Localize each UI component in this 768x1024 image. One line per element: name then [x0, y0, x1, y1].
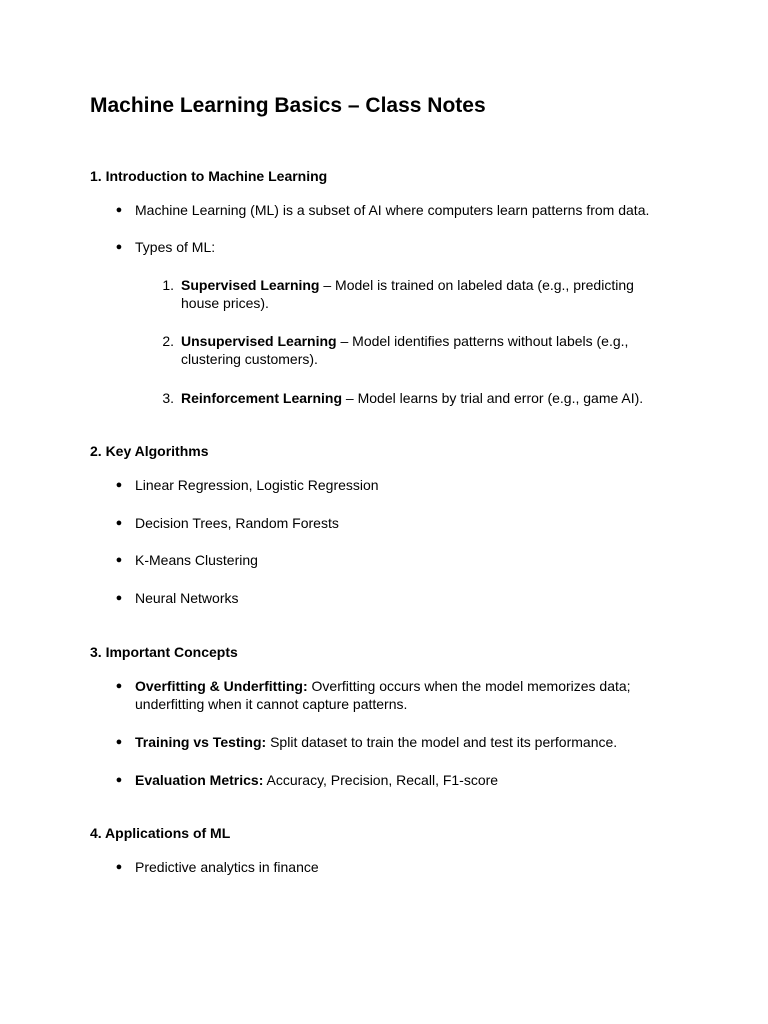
- list-item-text: K-Means Clustering: [135, 552, 258, 568]
- bullet-icon: ●: [115, 861, 123, 873]
- bullet-icon: ●: [115, 774, 123, 786]
- item-description: Split dataset to train the model and test its performance.: [266, 734, 618, 750]
- numbered-item-text: [181, 332, 672, 368]
- item-number: 2.: [162, 333, 174, 349]
- bullet-icon: ●: [115, 736, 123, 748]
- list-item: [112, 514, 672, 532]
- list-item-text: Linear Regression, Logistic Regression: [135, 477, 379, 493]
- bullet-icon: ●: [115, 241, 123, 253]
- item-description: – Model identifies patterns without labels (e.g., clustering customers).: [181, 333, 629, 367]
- item-description: – Model is trained on labeled data (e.g., predicting house prices).: [181, 277, 634, 311]
- item-term: Supervised Learning: [181, 277, 320, 293]
- numbered-item-unsupervised: [156, 332, 672, 368]
- item-description: – Model learns by trial and error (e.g., game AI).: [342, 390, 644, 406]
- item-number: 3.: [162, 390, 174, 406]
- list-item: [112, 771, 672, 789]
- list-item-text: [135, 733, 672, 751]
- section-heading-key-algorithms: 2. Key Algorithms: [90, 443, 209, 459]
- list-item: [112, 238, 672, 256]
- section-heading-important-concepts: 3. Important Concepts: [90, 644, 238, 660]
- list-item-text: Decision Trees, Random Forests: [135, 515, 339, 531]
- item-number: 1.: [162, 277, 174, 293]
- list-item-text: [135, 677, 672, 713]
- bullet-icon: ●: [115, 680, 123, 692]
- section-heading-introduction: 1. Introduction to Machine Learning: [90, 168, 328, 184]
- list-item: [112, 476, 672, 494]
- document-title: Machine Learning Basics – Class Notes: [90, 94, 486, 117]
- list-item-text: Machine Learning (ML) is a subset of AI where computers learn patterns from data.: [135, 202, 650, 218]
- list-item: [112, 677, 672, 713]
- numbered-item-reinforcement: [156, 389, 672, 407]
- list-item: [112, 858, 672, 876]
- list-item: [112, 201, 672, 219]
- list-item-text: [135, 771, 672, 789]
- bullet-icon: ●: [115, 479, 123, 491]
- section-heading-applications: 4. Applications of ML: [90, 825, 231, 841]
- item-term: Reinforcement Learning: [181, 390, 343, 406]
- bullet-icon: ●: [115, 517, 123, 529]
- item-term: Overfitting & Underfitting:: [135, 678, 308, 694]
- list-item: [112, 733, 672, 751]
- list-item-text: Neural Networks: [135, 590, 239, 606]
- list-item-text: Types of ML:: [135, 239, 216, 255]
- item-term: Training vs Testing:: [135, 734, 267, 750]
- list-item: [112, 551, 672, 569]
- item-term: Unsupervised Learning: [181, 333, 337, 349]
- bullet-icon: ●: [115, 204, 123, 216]
- item-description: Accuracy, Precision, Recall, F1-score: [263, 772, 499, 788]
- list-item: [112, 589, 672, 607]
- numbered-item-supervised: [156, 276, 672, 312]
- item-description: Overfitting occurs when the model memorizes data; underfitting when it cannot capture patterns.: [135, 678, 631, 712]
- numbered-item-text: [181, 276, 672, 312]
- item-term: Evaluation Metrics:: [135, 772, 264, 788]
- numbered-item-text: [181, 389, 672, 407]
- bullet-icon: ●: [115, 592, 123, 604]
- bullet-icon: ●: [115, 554, 123, 566]
- list-item-text: Predictive analytics in finance: [135, 859, 319, 875]
